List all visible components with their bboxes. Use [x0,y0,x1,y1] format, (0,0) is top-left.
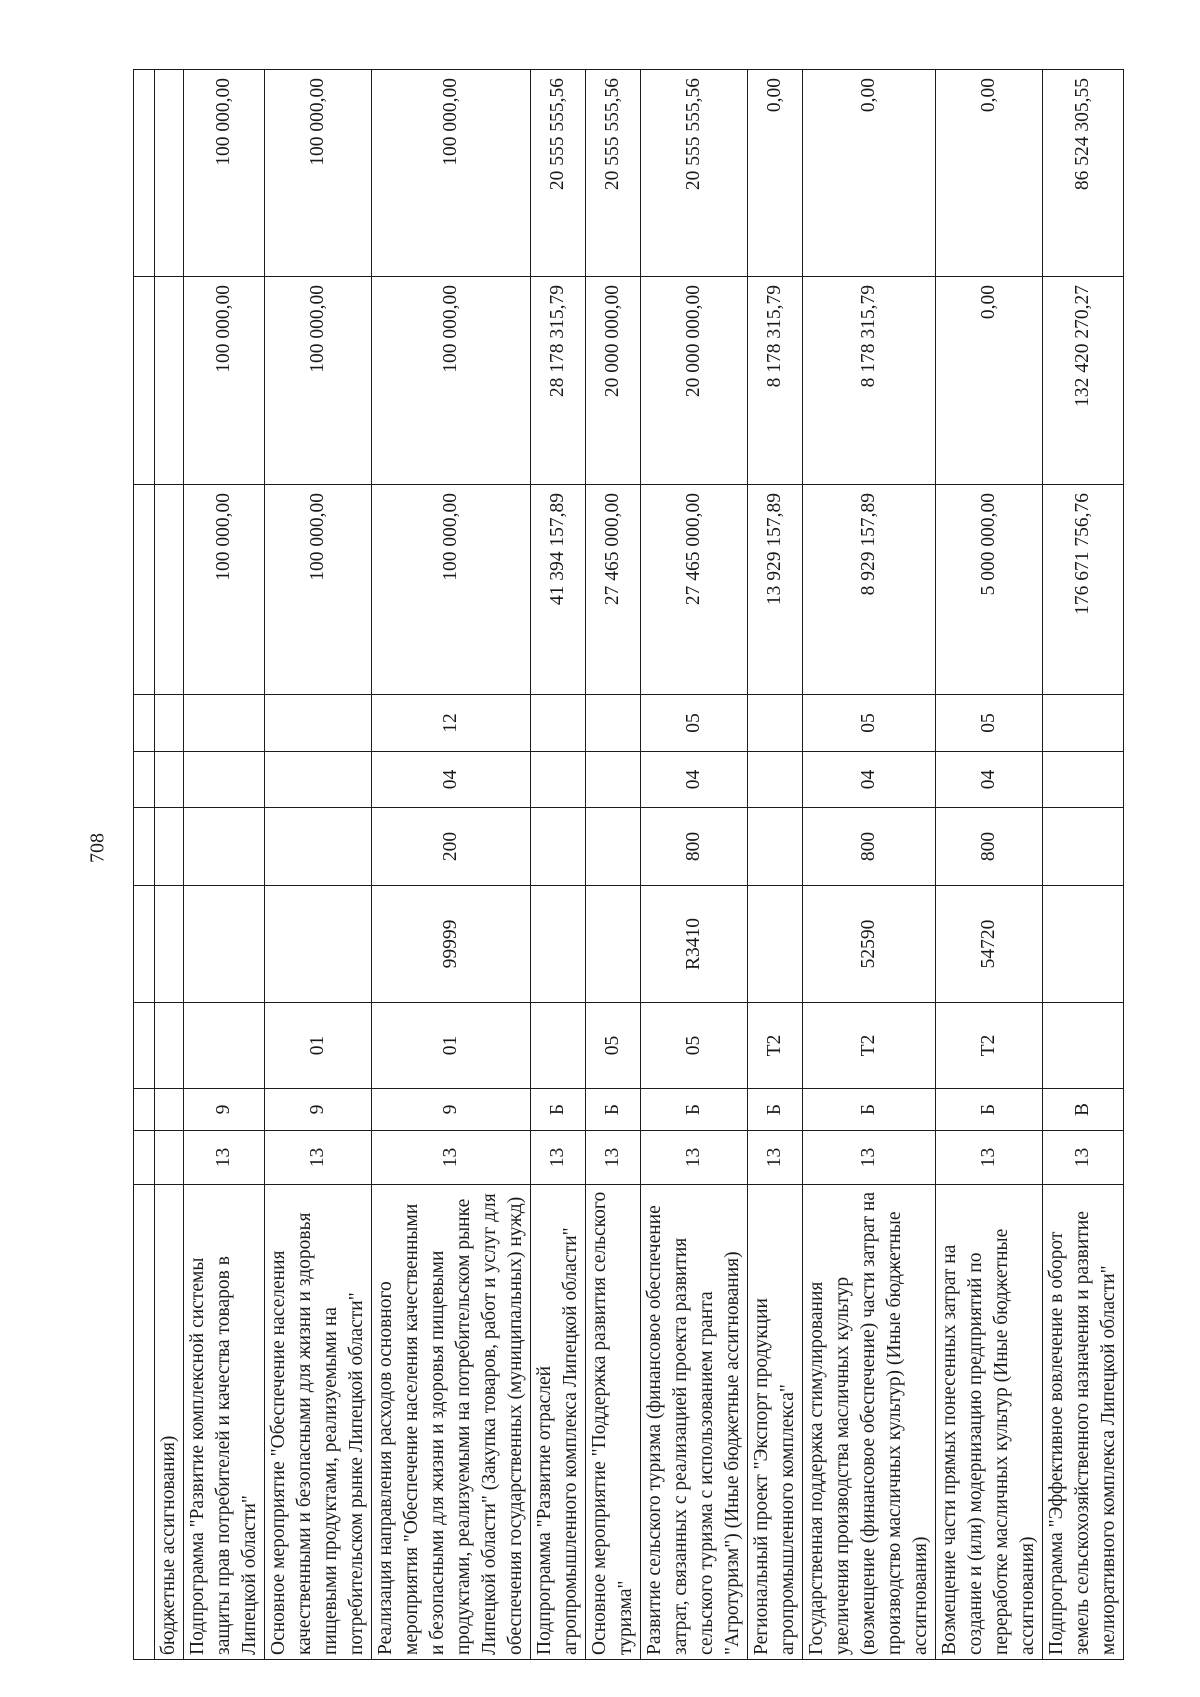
code-cell [184,808,265,886]
amount-cell: 20 555 555,56 [586,70,641,277]
row-name: Подпрограмма "Эффективное вовлечение в оборот земель сельскохозяйственного назначения и развитие мелиоративного комплекса Липецкой области" [1043,1185,1124,1660]
amount-cell: 100 000,00 [372,277,531,485]
table-row [641,70,748,1660]
table-row [803,70,936,1660]
code-cell [586,752,641,808]
code-cell [155,695,184,752]
code-cell: 05 [641,695,748,752]
amount-cell: 132 420 270,27 [1043,277,1124,485]
code-cell [586,886,641,1003]
code-cell [155,886,184,1003]
code-cell: 13 [936,1131,1043,1185]
code-cell [184,752,265,808]
code-cell [155,752,184,808]
rotated-table-container [133,70,1119,1660]
code-cell [184,695,265,752]
amount-cell: 176 671 756,76 [1043,485,1124,695]
code-cell: 54720 [936,886,1043,1003]
code-cell [531,752,586,808]
row-name: Подпрограмма "Развитие отраслей агропромышленного комплекса Липецкой области" [531,1185,586,1660]
code-cell [748,886,803,1003]
code-cell: 04 [641,752,748,808]
code-cell: 800 [803,808,936,886]
row-name: Подпрограмма "Развитие комплексной системы защиты прав потребителей и качества товаров в Липецкой области" [184,1185,265,1660]
code-cell: 9 [184,1089,265,1131]
code-cell: 200 [372,808,531,886]
table-row [586,70,641,1660]
table-row [748,70,803,1660]
code-cell [155,1089,184,1131]
code-cell: 04 [803,752,936,808]
code-cell: Б [641,1089,748,1131]
amount-cell [155,70,184,277]
table-row [372,70,531,1660]
code-cell [184,886,265,1003]
code-cell [748,752,803,808]
amount-cell: 100 000,00 [184,485,265,695]
header-spacer-row [134,70,155,1660]
code-cell: 13 [372,1131,531,1185]
amount-cell: 20 000 000,00 [586,277,641,485]
code-cell: 12 [372,695,531,752]
amount-cell [155,485,184,695]
amount-cell: 20 555 555,56 [531,70,586,277]
row-name: Развитие сельского туризма (финансовое обеспечение затрат, связанных с реализацией проекта развития сельского туризма с использованием гранта "Агротуризм") (Иные бюджетные ассигнования) [641,1185,748,1660]
code-cell: 13 [1043,1131,1124,1185]
code-cell: Б [531,1089,586,1131]
row-name: Возмещение части прямых понесенных затрат на создание и (или) модернизацию предприятий по переработке масличных культур (Иные бюджетные ассигнования) [936,1185,1043,1660]
code-cell [531,695,586,752]
code-cell: 99999 [372,886,531,1003]
code-cell [265,808,372,886]
code-cell [1043,695,1124,752]
code-cell [265,886,372,1003]
amount-cell: 28 178 315,79 [531,277,586,485]
amount-cell: 100 000,00 [372,70,531,277]
row-name: Государственная поддержка стимулирования увеличения производства масличных культур (возмещение (финансовое обеспечение) части затрат на производство масличных культур) (Иные бюджетные ассигнования) [803,1185,936,1660]
code-cell [586,695,641,752]
code-cell: Б [586,1089,641,1131]
amount-cell: 100 000,00 [372,485,531,695]
amount-cell: 8 178 315,79 [748,277,803,485]
code-cell [586,808,641,886]
amount-cell: 0,00 [936,70,1043,277]
code-cell: Т2 [936,1003,1043,1089]
code-cell: 9 [265,1089,372,1131]
amount-cell: 20 000 000,00 [641,277,748,485]
budget-table [133,69,1124,1660]
code-cell: 13 [265,1131,372,1185]
amount-cell: 86 524 305,55 [1043,70,1124,277]
code-cell: 05 [803,695,936,752]
page-number: 708 [86,833,109,863]
code-cell [155,808,184,886]
amount-cell: 8 178 315,79 [803,277,936,485]
code-cell: 13 [531,1131,586,1185]
code-cell: 52590 [803,886,936,1003]
row-name: Основное мероприятие "Поддержка развития сельского туризма" [586,1185,641,1660]
code-cell [265,695,372,752]
code-cell: 04 [936,752,1043,808]
code-cell: 13 [803,1131,936,1185]
table-row [184,70,265,1660]
amount-cell: 13 929 157,89 [748,485,803,695]
code-cell: Б [748,1089,803,1131]
code-cell: 13 [641,1131,748,1185]
code-cell [265,752,372,808]
code-cell [155,1003,184,1089]
code-cell: 9 [372,1089,531,1131]
amount-cell: 100 000,00 [184,70,265,277]
code-cell: 01 [265,1003,372,1089]
code-cell [155,1131,184,1185]
code-cell: 04 [372,752,531,808]
code-cell: 800 [936,808,1043,886]
code-cell: 01 [372,1003,531,1089]
code-cell: 13 [586,1131,641,1185]
code-cell [1043,1003,1124,1089]
amount-cell: 0,00 [748,70,803,277]
row-name: бюджетные ассигнования) [155,1185,184,1660]
amount-cell: 100 000,00 [265,70,372,277]
code-cell: Т2 [803,1003,936,1089]
row-name: Региональный проект "Экспорт продукции агропромышленного комплекса" [748,1185,803,1660]
code-cell: Б [936,1089,1043,1131]
code-cell [184,1003,265,1089]
amount-cell: 27 465 000,00 [641,485,748,695]
code-cell: Б [803,1089,936,1131]
amount-cell: 8 929 157,89 [803,485,936,695]
code-cell [748,808,803,886]
code-cell: 13 [184,1131,265,1185]
code-cell [531,808,586,886]
code-cell: 13 [748,1131,803,1185]
code-cell: 800 [641,808,748,886]
table-row [531,70,586,1660]
amount-cell: 41 394 157,89 [531,485,586,695]
amount-cell: 20 555 555,56 [641,70,748,277]
code-cell [1043,752,1124,808]
code-cell: R3410 [641,886,748,1003]
code-cell: В [1043,1089,1124,1131]
code-cell: 05 [936,695,1043,752]
code-cell: Т2 [748,1003,803,1089]
code-cell [531,1003,586,1089]
amount-cell: 0,00 [936,277,1043,485]
table-row [936,70,1043,1660]
amount-cell: 27 465 000,00 [586,485,641,695]
table-row [265,70,372,1660]
amount-cell: 100 000,00 [184,277,265,485]
amount-cell: 5 000 000,00 [936,485,1043,695]
code-cell [1043,808,1124,886]
code-cell [1043,886,1124,1003]
row-name: Основное мероприятие "Обеспечение населения качественными и безопасными для жизни и здоровья пищевыми продуктами, реализуемыми на потребительском рынке Липецкой области" [265,1185,372,1660]
amount-cell: 100 000,00 [265,277,372,485]
code-cell [748,695,803,752]
amount-cell: 0,00 [803,70,936,277]
code-cell: 05 [586,1003,641,1089]
row-name: Реализация направления расходов основного мероприятия "Обеспечение населения качественными и безопасными для жизни и здоровья пищевыми продуктами, реализуемыми на потребительском рынке Липецкой области" (Закупка товаров, работ и услуг для обеспечения государственных (муниципальных) нужд) [372,1185,531,1660]
table-row [155,70,184,1660]
code-cell [531,886,586,1003]
amount-cell: 100 000,00 [265,485,372,695]
table-row [1043,70,1124,1660]
code-cell: 05 [641,1003,748,1089]
amount-cell [155,277,184,485]
